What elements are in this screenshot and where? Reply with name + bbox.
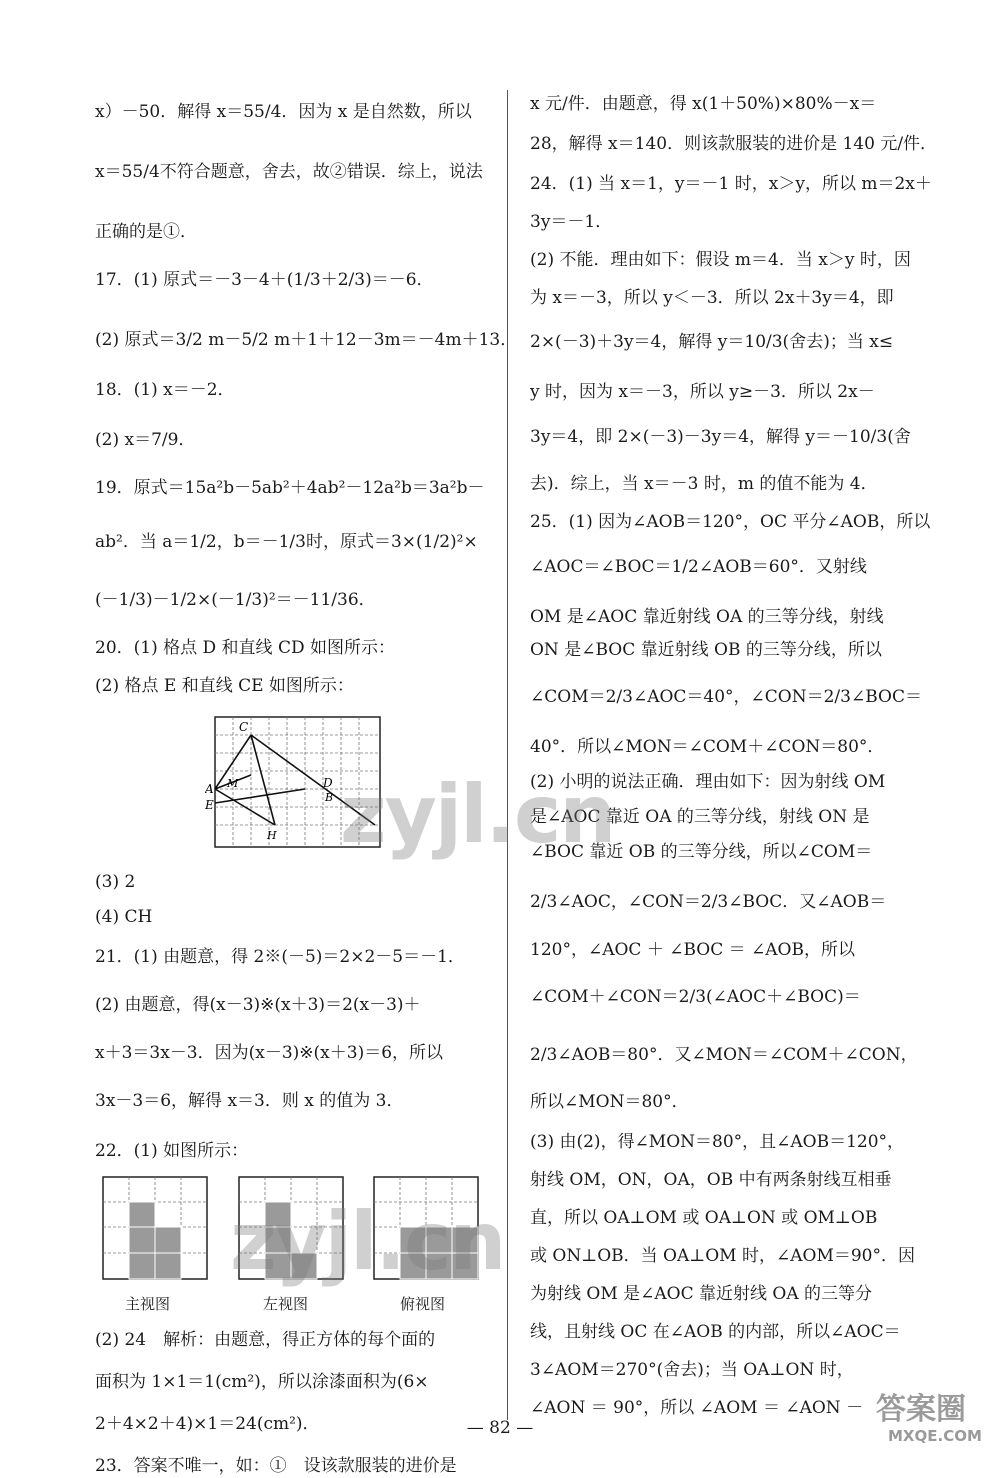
column-divider [507, 90, 508, 1420]
text-line: (2) 24 解析：由题意，得正方体的每个面的 [95, 1330, 436, 1350]
logo-subtext: MXQE.COM [888, 1427, 982, 1445]
text-line: y 时，因为 x＝－3，所以 y≥－3．所以 2x－ [530, 382, 875, 402]
text-line: ∠AON ＝ 90°，所以 ∠AOM ＝ ∠AON － [530, 1398, 864, 1418]
text-line: 40°．所以∠MON＝∠COM＋∠CON＝80°． [530, 737, 885, 757]
page-number: — 82 — [466, 1418, 534, 1438]
text-line: (2) 由题意，得(x－3)※(x＋3)＝2(x－3)＋ [95, 995, 421, 1015]
text-line: 3y＝－1． [530, 212, 613, 232]
text-line: 23．答案不唯一，如：① 设该款服装的进价是 [95, 1456, 457, 1476]
watermark: zyjl.cn [230, 1195, 505, 1288]
front-view-caption: 主视图 [125, 1295, 171, 1313]
top-view-caption: 俯视图 [400, 1295, 446, 1313]
text-line: (2) x＝7/9． [95, 430, 196, 450]
text-line: 24．(1) 当 x＝1，y＝－1 时，x＞y，所以 m＝2x＋ [530, 174, 932, 194]
text-line: x＝55/4不符合题意，舍去，故②错误．综上，说法 [95, 162, 483, 182]
text-line: (3) 由(2)，得∠MON＝80°，且∠AOB＝120°， [530, 1132, 905, 1152]
text-line: ∠COM＋∠CON＝2/3(∠AOC＋∠BOC)＝ [530, 987, 861, 1007]
text-line: x＋3＝3x－3．因为(x－3)※(x＋3)＝6，所以 [95, 1043, 444, 1063]
site-logo [870, 1383, 990, 1445]
text-line: 射线 OM，ON，OA，OB 中有两条射线互相垂 [530, 1170, 892, 1190]
text-line: x）－50．解得 x＝55/4．因为 x 是自然数，所以 [95, 102, 472, 122]
text-line: 面积为 1×1＝1(cm²)，所以涂漆面积为(6× [95, 1372, 429, 1392]
text-line: ON 是∠BOC 靠近射线 OB 的三等分线，所以 [530, 640, 882, 660]
text-line: (2) 格点 E 和直线 CE 如图所示： [95, 676, 354, 696]
text-line: x 元/件．由题意，得 x(1＋50%)×80%－x＝ [530, 94, 877, 114]
logo-text: 答案圈 [876, 1392, 966, 1427]
text-line: 28，解得 x＝140．则该款服装的进价是 140 元/件． [530, 134, 938, 154]
front-view-figure [101, 1175, 211, 1283]
text-line: (2) 不能．理由如下：假设 m＝4．当 x＞y 时，因 [530, 250, 911, 270]
text-line: 线，且射线 OC 在∠AOB 的内部，所以∠AOC＝ [530, 1322, 901, 1342]
text-line: 25．(1) 因为∠AOB＝120°，OC 平分∠AOB，所以 [530, 512, 931, 532]
text-line: 直，所以 OA⊥OM 或 OA⊥ON 或 OM⊥OB [530, 1208, 878, 1228]
text-line: 去)．综上，当 x＝－3 时，m 的值不能为 4． [530, 474, 878, 494]
text-line: 21．(1) 由题意，得 2※(－5)＝2×2－5＝－1． [95, 947, 465, 967]
text-line: 正确的是①． [95, 222, 197, 242]
text-line: (4) CH [95, 907, 153, 927]
text-line: ∠BOC 靠近 OB 的三等分线，所以∠COM＝ [530, 842, 873, 862]
text-line: 20．(1) 格点 D 和直线 CD 如图所示： [95, 638, 395, 658]
text-line: 2×(－3)＋3y＝4，解得 y＝10/3(舍去)；当 x≤ [530, 332, 894, 352]
text-line: 17．(1) 原式＝－3－4＋(1/3＋2/3)＝－6． [95, 270, 434, 290]
text-line: 2/3∠AOB＝80°．又∠MON＝∠COM＋∠CON， [530, 1045, 918, 1065]
text-line: OM 是∠AOC 靠近射线 OA 的三等分线，射线 [530, 607, 884, 627]
text-line: 120°，∠AOC ＋ ∠BOC ＝ ∠AOB，所以 [530, 940, 855, 960]
text-line: 3∠AOM＝270°(舍去)；当 OA⊥ON 时， [530, 1360, 854, 1380]
text-line: 18．(1) x＝－2． [95, 380, 235, 400]
text-line: ∠AOC＝∠BOC＝1/2∠AOB＝60°．又射线 [530, 557, 867, 577]
text-line: (2) 原式＝3/2 m－5/2 m＋1＋12－3m＝－4m＋13． [95, 330, 518, 350]
label-m: M [227, 777, 239, 790]
text-line: (2) 小明的说法正确．理由如下：因为射线 OM [530, 772, 886, 792]
text-line: 为 x＝－3，所以 y＜－3．所以 2x＋3y＝4，即 [530, 288, 894, 308]
label-a: A [205, 782, 214, 796]
text-line: 19．原式＝15a²b－5ab²＋4ab²－12a²b＝3a²b－ [95, 478, 485, 498]
text-line: 22．(1) 如图所示： [95, 1141, 249, 1161]
text-line: ab²．当 a＝1/2，b＝－1/3时，原式＝3×(1/2)²× [95, 532, 478, 552]
label-b: B [325, 791, 334, 804]
text-line: 3x－3＝6，解得 x＝3．则 x 的值为 3． [95, 1091, 404, 1111]
text-line: 是∠AOC 靠近 OA 的三等分线，射线 ON 是 [530, 807, 870, 827]
text-line: (－1/3)－1/2×(－1/3)²＝－11/36． [95, 590, 376, 610]
text-line: ∠COM＝2/3∠AOC＝40°，∠CON＝2/3∠BOC＝ [530, 687, 922, 707]
left-view-caption: 左视图 [263, 1295, 309, 1313]
text-line: (3) 2 [95, 872, 136, 892]
text-line: 2/3∠AOC，∠CON＝2/3∠BOC．又∠AOB＝ [530, 892, 887, 912]
label-c: C [239, 720, 249, 734]
text-line: 或 ON⊥OB．当 OA⊥OM 时，∠AOM＝90°．因 [530, 1246, 915, 1266]
text-line: 3y＝4，即 2×(－3)－3y＝4，解得 y＝－10/3(舍 [530, 427, 911, 447]
text-line: 2＋4×2＋4)×1＝24(cm²)． [95, 1414, 320, 1434]
watermark: zyjl.cn [340, 768, 615, 861]
text-line: 为射线 OM 是∠AOC 靠近射线 OA 的三等分 [530, 1284, 873, 1304]
label-e: E [205, 798, 214, 812]
text-line: 所以∠MON＝80°． [530, 1092, 689, 1112]
label-h: H [267, 829, 277, 842]
label-d: D [323, 776, 333, 790]
